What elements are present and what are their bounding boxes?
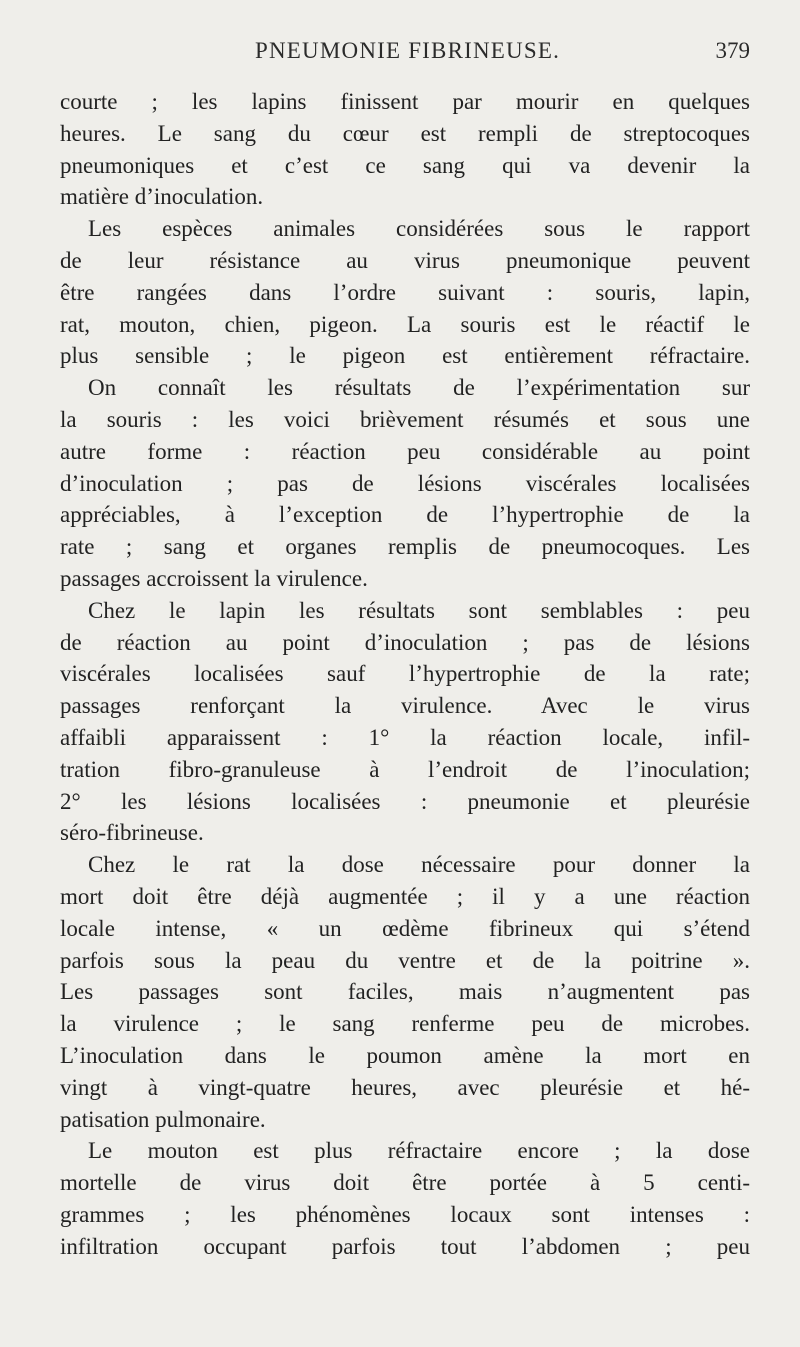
- text-line: Le mouton est plus réfractaire encore ; la dose: [88, 1138, 750, 1164]
- text-line: locale intense, « un œdème fibrineux qui s’étend: [60, 915, 750, 941]
- text-line: mort doit être déjà augmentée ; il y a une réaction: [60, 883, 750, 909]
- text-line: rate ; sang et organes remplis de pneumocoques. Les: [60, 534, 750, 560]
- text-line: appréciables, à l’exception de l’hypertrophie de la: [60, 502, 750, 528]
- text-line: 2° les lésions localisées : pneumonie et pleurésie: [60, 788, 750, 814]
- text-line: plus sensible ; le pigeon est entièrement réfractaire.: [60, 343, 750, 369]
- text-line: heures. Le sang du cœur est rempli de streptocoques: [60, 120, 750, 146]
- text-line: Les espèces animales considérées sous le rapport: [88, 216, 750, 242]
- text-line: Chez le rat la dose nécessaire pour donner la: [88, 852, 750, 878]
- text-line: pneumoniques et c’est ce sang qui va devenir la: [60, 152, 750, 178]
- text-line: de réaction au point d’inoculation ; pas de lésions: [60, 629, 750, 655]
- book-page: [60, 0, 750, 1347]
- text-line: grammes ; les phénomènes locaux sont intenses :: [60, 1201, 750, 1227]
- text-line: viscérales localisées sauf l’hypertrophie de la rate;: [60, 661, 750, 687]
- text-line: Les passages sont faciles, mais n’augmentent pas: [60, 979, 750, 1005]
- text-line: courte ; les lapins finissent par mourir en quelques: [60, 89, 750, 114]
- text-line: On connaît les résultats de l’expérimentation sur: [88, 375, 750, 401]
- text-line: affaibli apparaissent : 1° la réaction locale, infil-: [60, 724, 750, 750]
- text-line: séro-fibrineuse.: [60, 820, 204, 846]
- text-line: être rangées dans l’ordre suivant : souris, lapin,: [60, 279, 750, 305]
- running-head: [60, 38, 750, 72]
- text-line: parfois sous la peau du ventre et de la poitrine ».: [60, 947, 750, 973]
- text-line: la souris : les voici brièvement résumés et sous une: [60, 406, 750, 432]
- text-line: autre forme : réaction peu considérable au point: [60, 438, 750, 464]
- text-line: passages accroissent la virulence.: [60, 565, 368, 591]
- text-line: mortelle de virus doit être portée à 5 centi-: [60, 1170, 750, 1196]
- body-text: [60, 86, 750, 1262]
- text-line: matière d’inoculation.: [60, 184, 264, 210]
- page-number: 379: [715, 38, 750, 63]
- text-line: vingt à vingt-quatre heures, avec pleurésie et hé-: [60, 1074, 750, 1100]
- text-line: Chez le lapin les résultats sont semblables : peu: [88, 597, 750, 623]
- running-title: PNEUMONIE FIBRINEUSE.: [255, 38, 561, 63]
- text-line: de leur résistance au virus pneumonique peuvent: [60, 247, 750, 273]
- text-line: patisation pulmonaire.: [60, 1106, 266, 1132]
- text-line: infiltration occupant parfois tout l’abdomen ; peu: [60, 1233, 750, 1259]
- text-line: d’inoculation ; pas de lésions viscérales localisées: [60, 470, 750, 496]
- text-line: L’inoculation dans le poumon amène la mort en: [60, 1042, 750, 1068]
- text-line: passages renforçant la virulence. Avec le virus: [60, 693, 750, 719]
- text-line: rat, mouton, chien, pigeon. La souris est le réactif le: [60, 311, 750, 337]
- text-line: tration fibro-granuleuse à l’endroit de l’inoculation;: [60, 756, 750, 782]
- text-line: la virulence ; le sang renferme peu de microbes.: [60, 1011, 750, 1037]
